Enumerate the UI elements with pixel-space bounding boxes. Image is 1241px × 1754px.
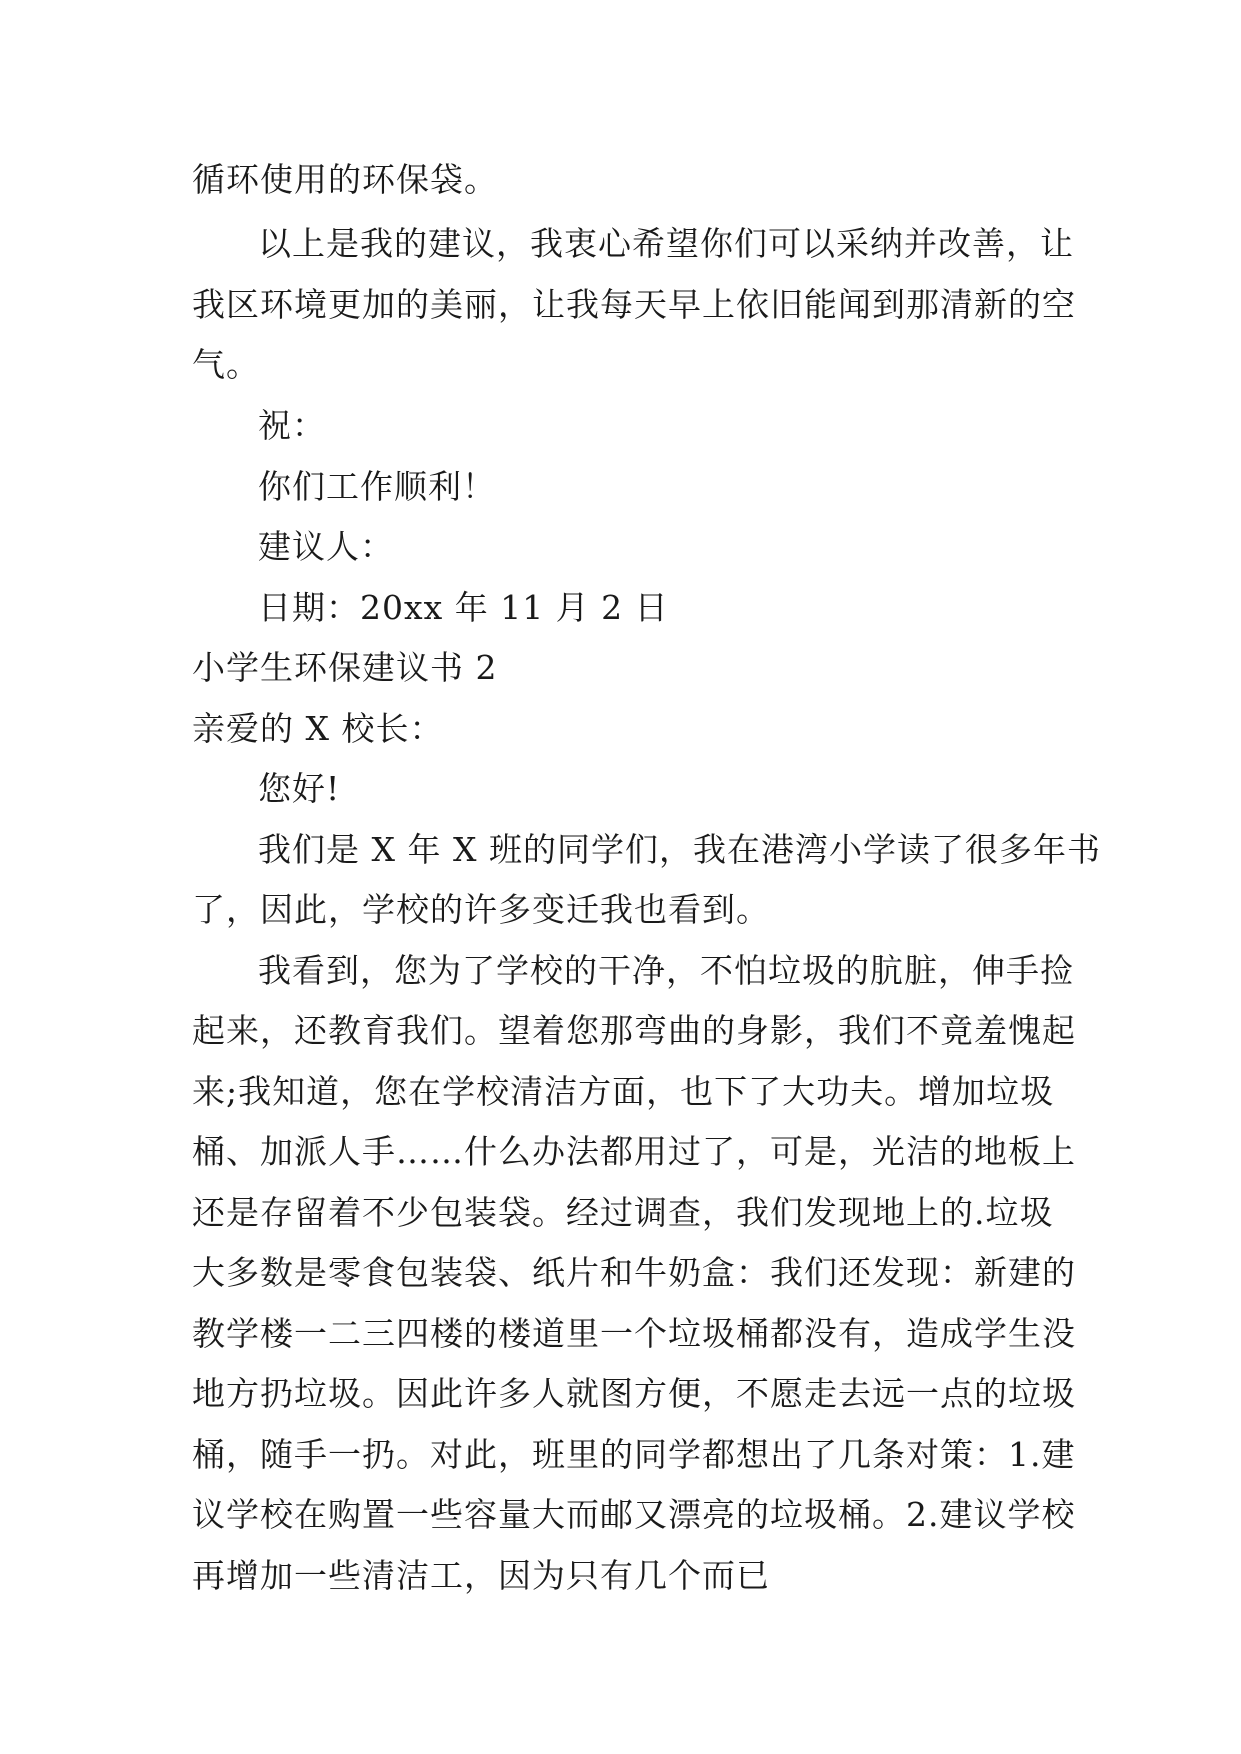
text-line: 我看到，您为了学校的干净，不怕垃圾的肮脏，伸手捡 bbox=[258, 951, 1074, 990]
salutation: 亲爱的 X 校长： bbox=[192, 709, 444, 748]
text-line: 地方扔垃圾。因此许多人就图方便，不愿走去远一点的垃圾 bbox=[192, 1374, 1076, 1413]
text-line: 再增加一些清洁工，因为只有几个而已 bbox=[192, 1556, 770, 1595]
text-line: 桶、加派人手……什么办法都用过了，可是，光洁的地板上 bbox=[192, 1132, 1076, 1171]
text-line: 你们工作顺利！ bbox=[258, 467, 496, 506]
text-line: 我区环境更加的美丽，让我每天早上依旧能闻到那清新的空 bbox=[192, 285, 1076, 324]
text-line: 大多数是零食包装袋、纸片和牛奶盒：我们还发现：新建的 bbox=[192, 1253, 1076, 1292]
text-line: 还是存留着不少包装袋。经过调查，我们发现地上的.垃圾 bbox=[192, 1193, 1054, 1232]
text-line: 我们是 X 年 X 班的同学们，我在港湾小学读了很多年书 bbox=[258, 830, 1101, 869]
text-line: 祝： bbox=[258, 406, 326, 445]
text-line: 循环使用的环保袋。 bbox=[192, 160, 498, 199]
text-line: 起来，还教育我们。望着您那弯曲的身影，我们不竟羞愧起 bbox=[192, 1011, 1076, 1050]
text-line: 议学校在购置一些容量大而邮又漂亮的垃圾桶。2.建议学校 bbox=[192, 1495, 1076, 1534]
greeting: 您好! bbox=[258, 769, 341, 808]
text-line: 桶，随手一扔。对此，班里的同学都想出了几条对策：1.建 bbox=[192, 1435, 1076, 1474]
text-line: 教学楼一二三四楼的楼道里一个垃圾桶都没有，造成学生没 bbox=[192, 1314, 1076, 1353]
text-line: 以上是我的建议，我衷心希望你们可以采纳并改善，让 bbox=[258, 224, 1074, 263]
date-line: 日期：20xx 年 11 月 2 日 bbox=[258, 588, 669, 627]
text-line: 气。 bbox=[192, 345, 260, 384]
text-line: 了，因此，学校的许多变迁我也看到。 bbox=[192, 890, 770, 929]
text-line: 来;我知道，您在学校清洁方面，也下了大功夫。增加垃圾 bbox=[192, 1072, 1055, 1111]
text-line: 建议人： bbox=[258, 527, 394, 566]
section-title: 小学生环保建议书 2 bbox=[192, 648, 498, 687]
